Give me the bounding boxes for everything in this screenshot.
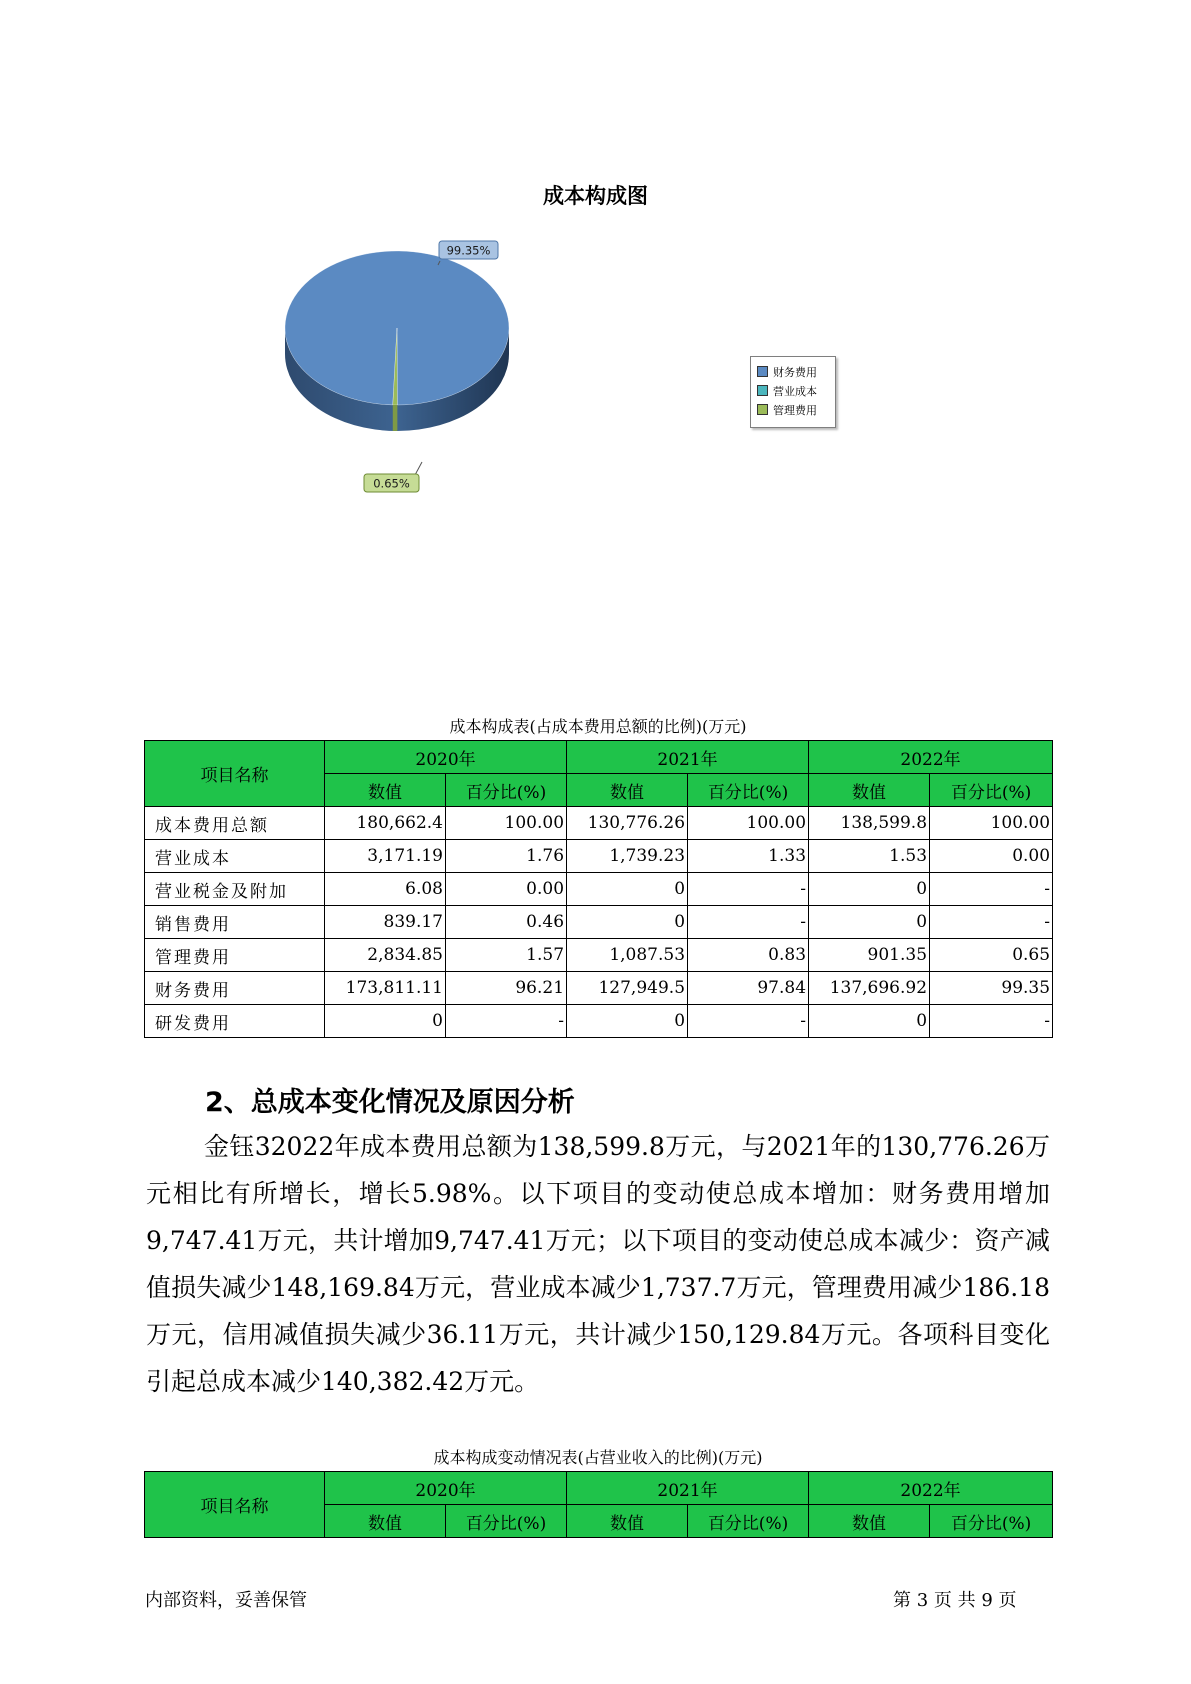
pie-slice-side [393,405,398,431]
cell-value: 1,087.53 [567,939,688,972]
legend-item [757,381,835,400]
cell-percent: 1.76 [446,840,567,873]
row-item-name: 营业税金及附加 [145,873,325,906]
footer-confidential: 内部资料，妥善保管 [145,1590,307,1611]
cell-value: 173,811.11 [325,972,446,1005]
legend-label: 管理费用 [773,403,817,417]
row-item-name: 管理费用 [145,939,325,972]
header-value: 数值 [567,1505,688,1538]
cell-percent: - [930,873,1053,906]
cell-percent: 100.00 [930,807,1053,840]
cell-percent: 0.65 [930,939,1053,972]
row-item-name: 财务费用 [145,972,325,1005]
chart-legend [750,356,836,428]
cell-value: 0 [809,873,930,906]
row-item-name: 营业成本 [145,840,325,873]
cell-value: 127,949.5 [567,972,688,1005]
row-item-name: 销售费用 [145,906,325,939]
cell-percent: - [688,1005,809,1038]
header-value: 数值 [325,774,446,807]
legend-swatch [757,385,768,396]
header-year: 2020年 [325,741,567,774]
cell-value: 0 [567,1005,688,1038]
table-row [145,939,1053,972]
legend-swatch [757,404,768,415]
cost-structure-table [144,740,1053,1038]
header-percent: 百分比(%) [930,1505,1053,1538]
cell-percent: - [446,1005,567,1038]
row-item-name: 研发费用 [145,1005,325,1038]
cell-percent: 97.84 [688,972,809,1005]
cell-percent: - [930,1005,1053,1038]
header-percent: 百分比(%) [446,774,567,807]
cost-change-table [144,1471,1053,1538]
cell-value: 0 [809,1005,930,1038]
header-item-name: 项目名称 [145,741,325,807]
header-year: 2022年 [809,741,1053,774]
table-row [145,906,1053,939]
cell-percent: 0.00 [446,873,567,906]
table2-caption: 成本构成变动情况表(占营业收入的比例)(万元) [433,1448,763,1467]
table-row [145,840,1053,873]
header-year: 2021年 [567,741,809,774]
cell-value: 1,739.23 [567,840,688,873]
cell-percent: - [688,906,809,939]
table1-caption: 成本构成表(占成本费用总额的比例)(万元) [449,717,747,736]
cell-value: 1.53 [809,840,930,873]
header-value: 数值 [567,774,688,807]
cell-percent: 96.21 [446,972,567,1005]
cell-value: 901.35 [809,939,930,972]
cell-value: 138,599.8 [809,807,930,840]
cell-percent: 100.00 [688,807,809,840]
legend-label: 营业成本 [773,384,817,398]
header-value: 数值 [809,1505,930,1538]
cell-percent: - [688,873,809,906]
cell-percent: 1.33 [688,840,809,873]
header-year: 2022年 [809,1472,1053,1505]
cell-value: 2,834.85 [325,939,446,972]
footer-page-number: 第 3 页 共 9 页 [893,1590,1017,1611]
header-value: 数值 [325,1505,446,1538]
chart-title: 成本构成图 [543,184,648,208]
header-item-name: 项目名称 [145,1472,325,1538]
pie-chart [0,0,1191,560]
data-label: 99.35% [446,243,491,258]
header-year: 2021年 [567,1472,809,1505]
cell-value: 0 [325,1005,446,1038]
header-percent: 百分比(%) [446,1505,567,1538]
cell-percent: 1.57 [446,939,567,972]
legend-label: 财务费用 [773,365,817,379]
cell-percent: 0.83 [688,939,809,972]
analysis-paragraph: 金钰32022年成本费用总额为138,599.8万元，与2021年的130,776.26万元相比有所增长，增长5.98%。以下项目的变动使总成本增加：财务费用增加9,747.41万元，共计增加9,747.41万元；以下项目的变动使总成本减少：资产减值损失减少148,169.84万元，营业成本减少1,737.7万元，管理费用减少186.18万元，信用减值损失减少36.11万元，共计减少150,129.84万元。各项科目变化引起总成本减少140,382.42万元。 [146,1132,1050,1396]
cell-value: 0 [567,873,688,906]
cell-value: 3,171.19 [325,840,446,873]
label-leader-line [415,462,422,475]
header-value: 数值 [809,774,930,807]
cell-value: 0 [809,906,930,939]
header-percent: 百分比(%) [930,774,1053,807]
legend-item [757,362,835,381]
table-row [145,807,1053,840]
cell-percent: 100.00 [446,807,567,840]
cell-percent: 0.46 [446,906,567,939]
data-label: 0.65% [373,476,410,491]
cell-value: 6.08 [325,873,446,906]
table-row [145,873,1053,906]
legend-item [757,400,835,419]
header-year: 2020年 [325,1472,567,1505]
cell-value: 137,696.92 [809,972,930,1005]
section-heading: 2、总成本变化情况及原因分析 [205,1087,575,1118]
header-percent: 百分比(%) [688,774,809,807]
cell-value: 130,776.26 [567,807,688,840]
cell-percent: - [930,906,1053,939]
table-row [145,1005,1053,1038]
table-row [145,972,1053,1005]
cell-value: 180,662.4 [325,807,446,840]
cell-value: 0 [567,906,688,939]
cell-percent: 99.35 [930,972,1053,1005]
cell-percent: 0.00 [930,840,1053,873]
header-percent: 百分比(%) [688,1505,809,1538]
row-item-name: 成本费用总额 [145,807,325,840]
cell-value: 839.17 [325,906,446,939]
legend-swatch [757,366,768,377]
